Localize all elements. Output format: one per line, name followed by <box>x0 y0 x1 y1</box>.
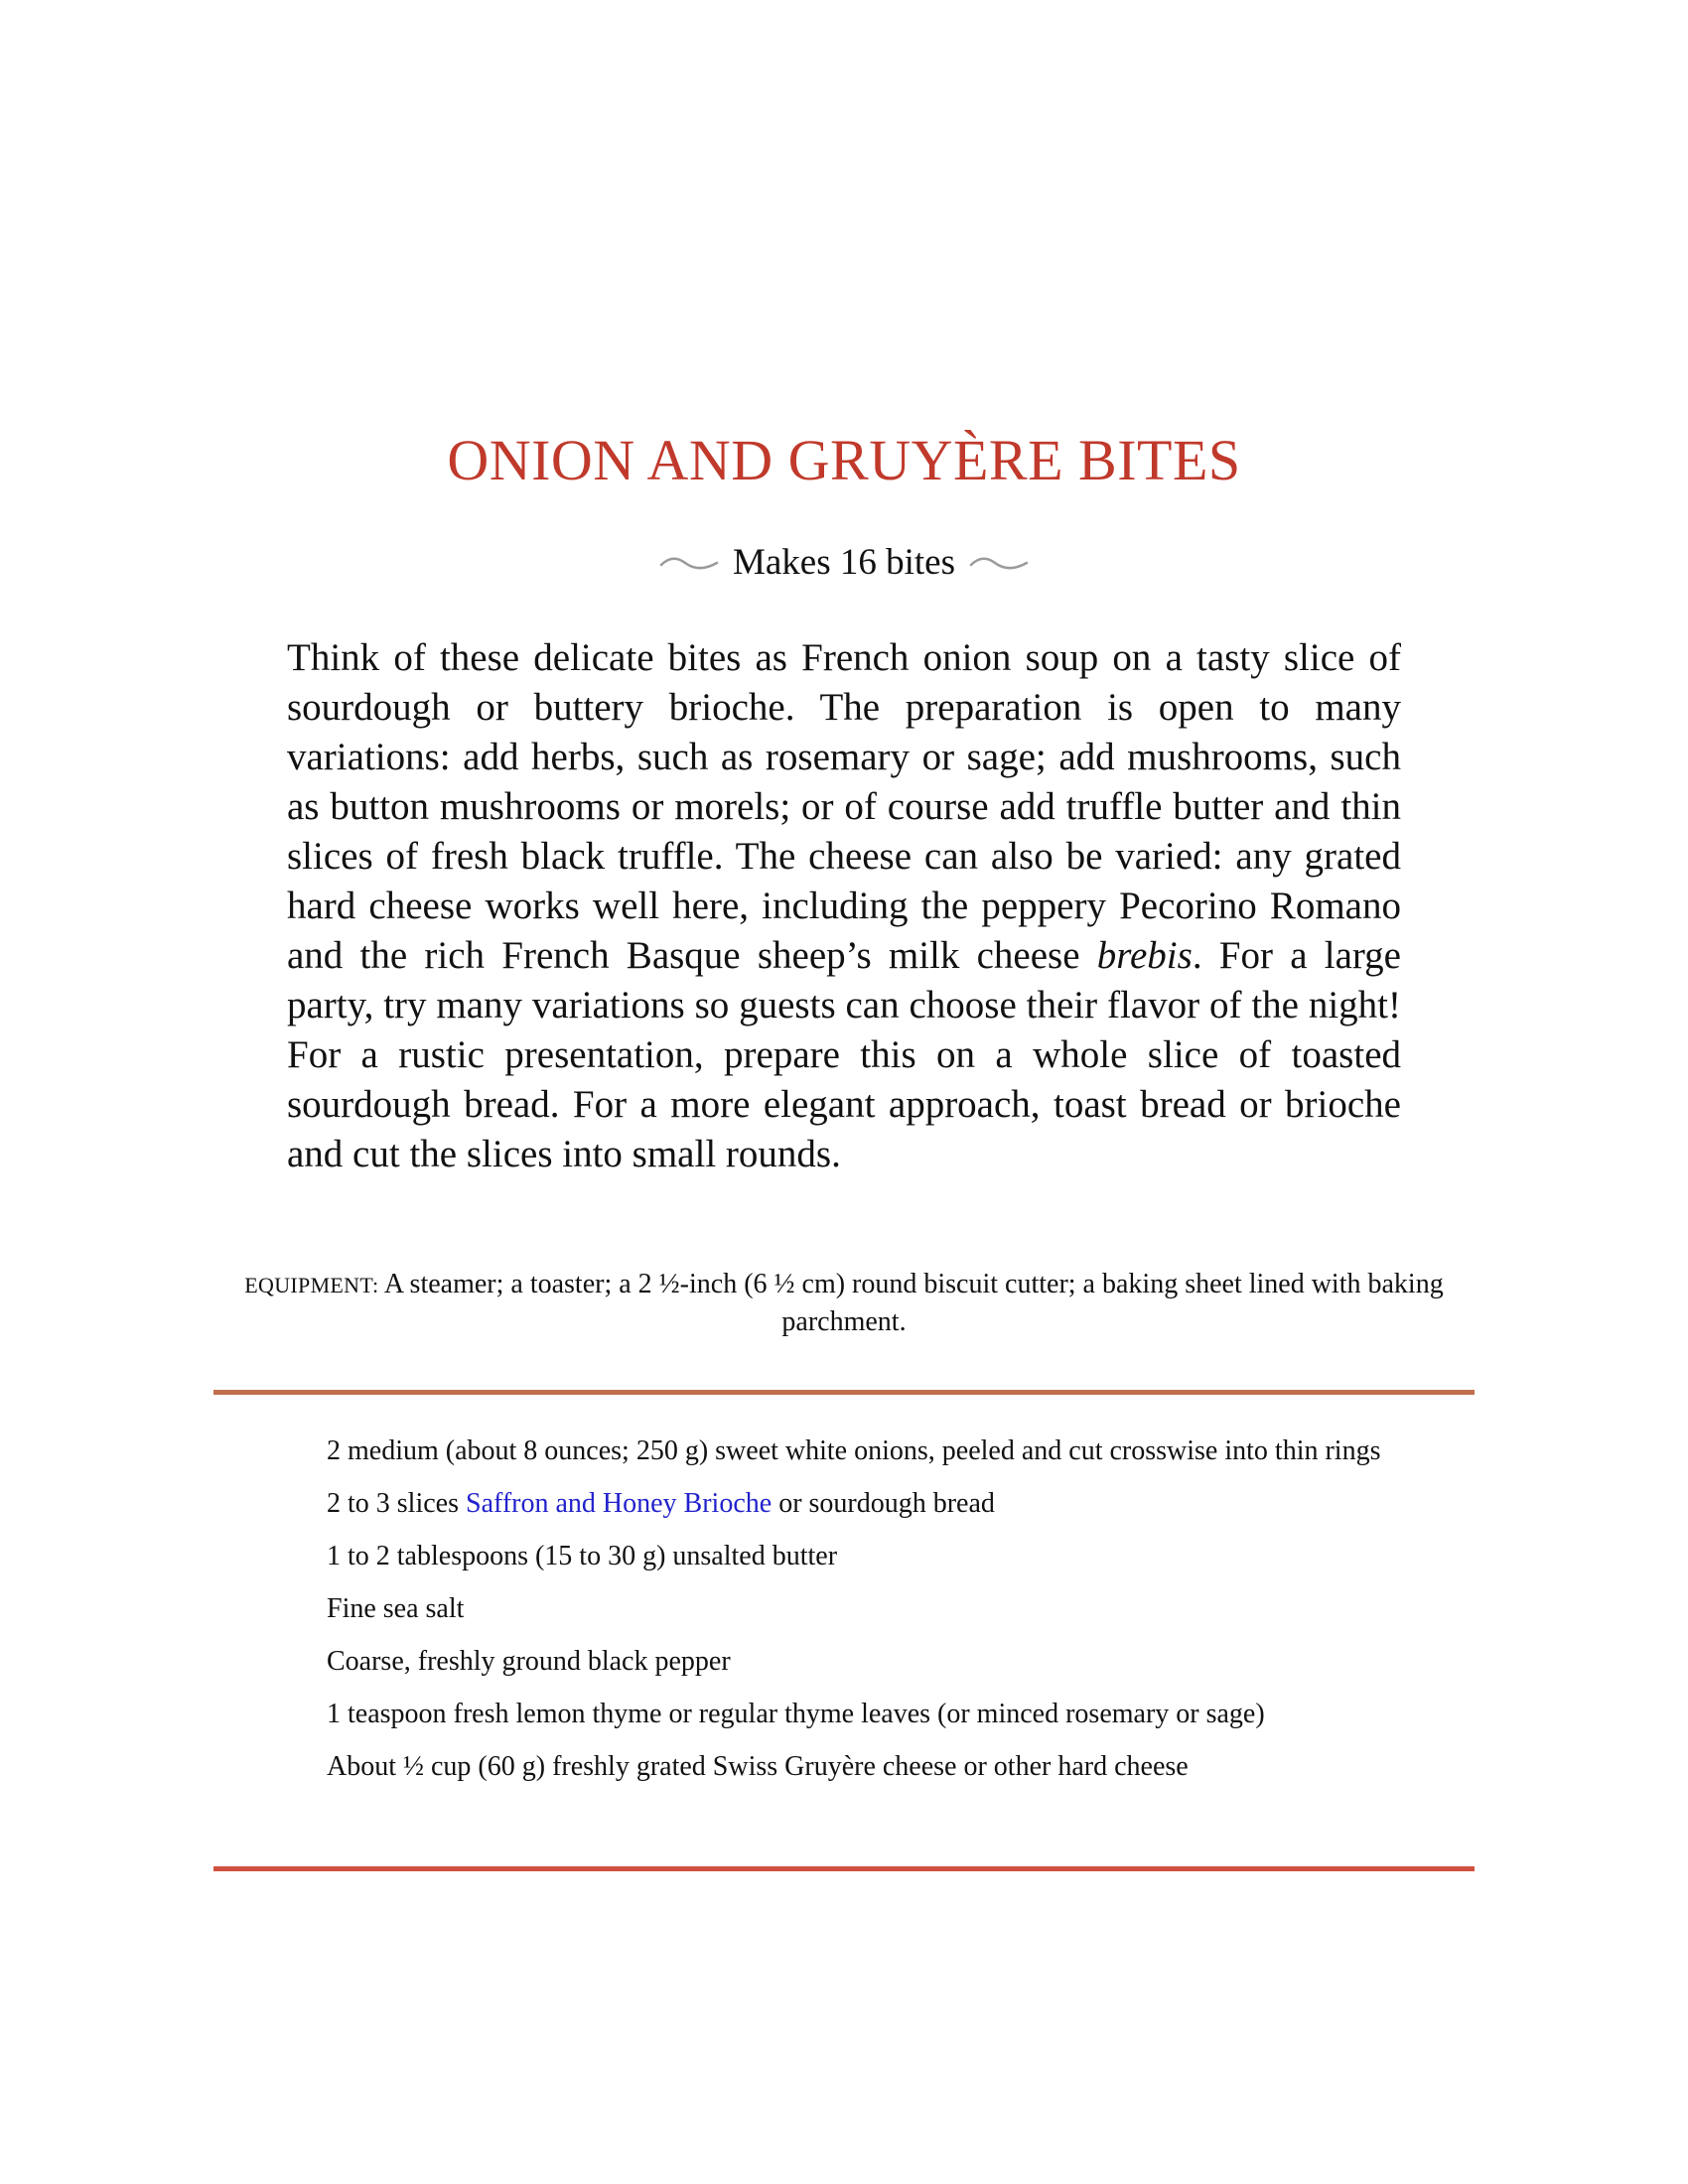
ingredient-suffix: or sourdough bread <box>772 1488 995 1519</box>
ingredient-item: 2 medium (about 8 ounces; 250 g) sweet white onions, peeled and cut crosswise into thin rings <box>327 1435 1381 1466</box>
recipe-title: ONION AND GRUYÈRE BITES <box>447 428 1241 492</box>
recipe-intro <box>287 633 1401 1179</box>
swash-left-ornament <box>659 553 719 573</box>
ingredient-item: 1 teaspoon fresh lemon thyme or regular thyme leaves (or minced rosemary or sage) <box>327 1699 1265 1729</box>
recipe-yield: Makes 16 bites <box>732 542 956 583</box>
brioche-recipe-link[interactable]: Saffron and Honey Brioche <box>466 1488 773 1519</box>
intro-text-end: . For a large party, try many variations so guests can choose their flavor of the night! For a rustic presentation, prepare this on a whole slice of toasted sourdough bread. For a more elegant approach, toast bread or brioche and cut the slices into small rounds. <box>287 934 1401 1175</box>
ingredient-item: 1 to 2 tablespoons (15 to 30 g) unsalted butter <box>327 1541 838 1571</box>
equipment-text: A steamer; a toaster; a 2 ½-inch (6 ½ cm) round biscuit cutter; a baking sheet lined with baking parchment. <box>378 1269 1444 1337</box>
bottom-divider <box>213 1866 1475 1871</box>
yield-line <box>0 541 1688 584</box>
intro-italic-term: brebis <box>1096 934 1193 977</box>
equipment-label: EQUIPMENT: <box>244 1273 379 1297</box>
swash-right-ornament <box>969 553 1029 573</box>
intro-text-start: Think of these delicate bites as French onion soup on a tasty slice of sourdough or buttery brioche. The preparation is open to many variations: add herbs, such as rosemary or sage; add mushrooms, such as button mushrooms or morels; or of course add truffle butter and thin slices of fresh black truffle. The cheese can also be varied: any grated hard cheese works well here, including the peppery Pecorino Romano and the rich French Basque sheep’s milk cheese <box>287 636 1401 977</box>
ingredient-list <box>327 1433 1449 1801</box>
ingredient-item <box>327 1485 1449 1522</box>
top-divider <box>213 1390 1475 1395</box>
equipment-note <box>223 1266 1465 1340</box>
ingredient-item: Fine sea salt <box>327 1593 465 1624</box>
ingredient-item: Coarse, freshly ground black pepper <box>327 1646 731 1677</box>
ingredient-item: About ½ cup (60 g) freshly grated Swiss Gruyère cheese or other hard cheese <box>327 1751 1189 1782</box>
ingredient-prefix: 2 to 3 slices <box>327 1488 466 1519</box>
